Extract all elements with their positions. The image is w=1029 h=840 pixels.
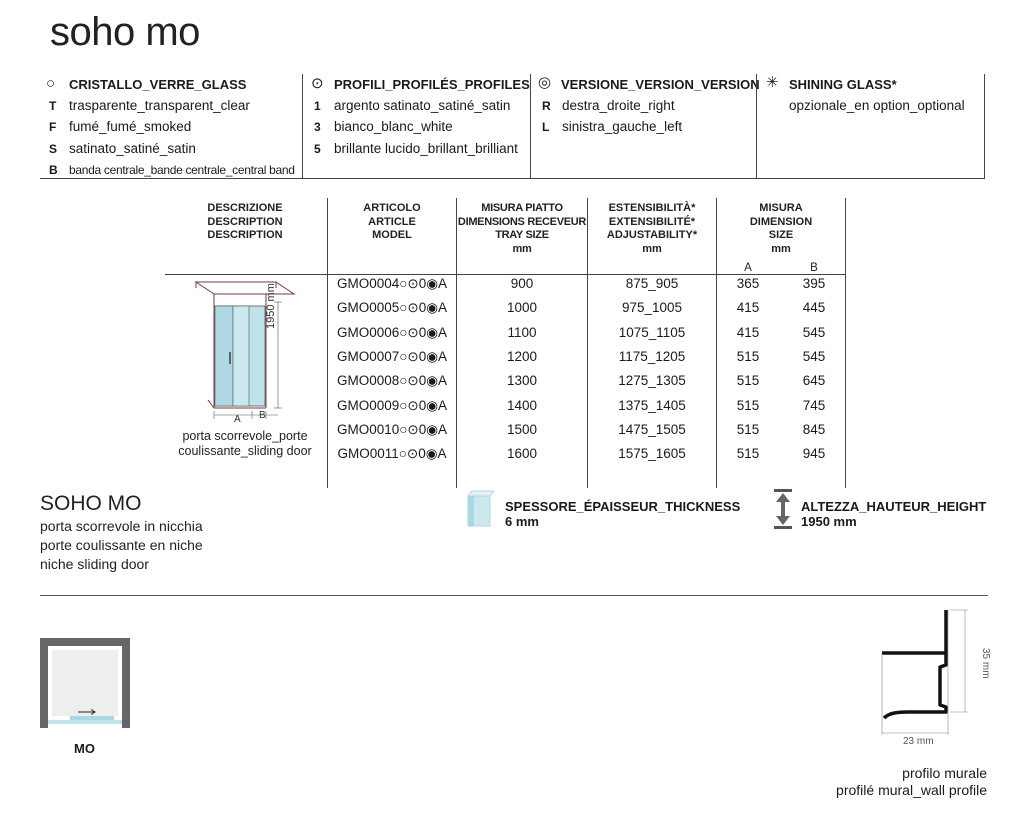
table-cell-article: GMO0007○⊙0◉A (336, 349, 448, 364)
table-cell-tray: 1400 (506, 398, 538, 413)
shining-header: SHINING GLASS* (789, 77, 897, 92)
profile-height-label: 35 mm (980, 648, 991, 679)
product-name: SOHO MO (40, 492, 142, 515)
table-cell-b: 645 (802, 373, 826, 388)
shining-star-icon: ✳ (766, 74, 779, 91)
table-cell-article: GMO0006○⊙0◉A (336, 325, 448, 340)
profile-caption-en: profilé mural_wall profile (836, 782, 987, 798)
table-cell-tray: 1200 (506, 349, 538, 364)
drawing-dim-b: B (259, 410, 266, 421)
table-cell-article: GMO0008○⊙0◉A (336, 373, 448, 388)
table-cell-tray: 900 (510, 276, 534, 291)
table-cell-article: GMO0004○⊙0◉A (336, 276, 448, 291)
thickness-value: 6 mm (505, 514, 539, 529)
profile-option: 5 brillante lucido_brillant_brilliant (314, 141, 518, 156)
table-cell-tray: 1600 (506, 446, 538, 461)
version-option: R destra_droite_right (542, 98, 675, 113)
table-cell-article: GMO0010○⊙0◉A (336, 422, 448, 437)
section-divider (40, 595, 988, 596)
table-cell-tray: 1000 (506, 300, 538, 315)
table-cell-b: 445 (802, 300, 826, 315)
product-desc-fr: porte coulissante en niche (40, 537, 203, 553)
table-cell-b: 845 (802, 422, 826, 437)
profile-options (302, 74, 530, 178)
profile-option: 1 argento satinato_satiné_satin (314, 98, 511, 113)
table-cell-a: 515 (736, 349, 760, 364)
header-size: MISURA DIMENSION SIZE mm (749, 202, 813, 255)
table-cell-b: 545 (802, 325, 826, 340)
profile-width-label: 23 mm (903, 736, 934, 747)
table-cell-b: 945 (802, 446, 826, 461)
height-label: ALTEZZA_HAUTEUR_HEIGHT (801, 499, 987, 514)
table-cell-b: 395 (802, 276, 826, 291)
table-cell-a: 515 (736, 373, 760, 388)
table-cell-adjust: 1275_1305 (618, 373, 686, 388)
thickness-icon (466, 490, 496, 528)
table-cell-a: 365 (736, 276, 760, 291)
table-cell-adjust: 1575_1605 (618, 446, 686, 461)
table-cell-tray: 1100 (507, 325, 537, 340)
table-cell-b: 545 (802, 349, 826, 364)
thickness-label: SPESSORE_ÉPAISSEUR_THICKNESS (505, 499, 741, 514)
table-cell-adjust: 1075_1105 (618, 325, 686, 340)
shining-note: opzionale_en option_optional (789, 98, 965, 113)
version-header: VERSIONE_VERSION_VERSION (561, 77, 760, 92)
drawing-height-label: 1950 mm (265, 283, 277, 329)
header-size-a: A (744, 262, 752, 274)
header-tray-size: MISURA PIATTO DIMENSIONS RECEVEUR TRAY SIZE mm (457, 202, 587, 255)
table-cell-article: GMO0005○⊙0◉A (336, 300, 448, 315)
table-cell-tray: 1300 (506, 373, 538, 388)
plan-label: MO (74, 741, 95, 756)
version-option: L sinistra_gauche_left (542, 119, 683, 134)
glass-option: F fumé_fumé_smoked (49, 119, 192, 134)
options-legend (40, 74, 985, 179)
height-value: 1950 mm (801, 514, 857, 529)
glass-circle-icon: ○ (46, 75, 56, 92)
table-cell-adjust: 1375_1405 (618, 398, 686, 413)
version-options (530, 74, 760, 178)
profile-caption-it: profilo murale (902, 765, 987, 781)
drawing-caption: porta scorrevole_porte coulissante_sliding door (178, 429, 312, 458)
glass-option: B banda centrale_bande centrale_central band (49, 163, 295, 177)
table-cell-article: GMO0009○⊙0◉A (336, 398, 448, 413)
page-title: soho mo (50, 10, 200, 54)
header-adjustability: ESTENSIBILITÀ* EXTENSIBILITÉ* ADJUSTABILITY* mm (606, 202, 698, 255)
profile-option: 3 bianco_blanc_white (314, 119, 453, 134)
table-cell-adjust: 1175_1205 (618, 349, 686, 364)
table-cell-article: GMO0011○⊙0◉A (337, 446, 447, 461)
profile-dot-circle-icon: ⊙ (311, 75, 324, 92)
table-cell-a: 415 (736, 325, 760, 340)
header-description: DESCRIZIONE DESCRIPTION DESCRIPTION (207, 202, 283, 241)
header-article: ARTICOLO ARTICLE MODEL (363, 202, 421, 241)
shining-glass-options (756, 74, 985, 178)
table-cell-adjust: 975_1005 (621, 300, 683, 315)
glass-options (40, 74, 302, 178)
height-arrow-icon (772, 488, 794, 530)
glass-option: T trasparente_transparent_clear (49, 98, 250, 113)
table-cell-adjust: 1475_1505 (618, 422, 686, 437)
product-desc-it: porta scorrevole in nicchia (40, 518, 203, 534)
table-cell-a: 515 (736, 398, 760, 413)
table-cell-adjust: 875_905 (625, 276, 679, 291)
product-desc-en: niche sliding door (40, 556, 149, 572)
glass-option: S satinato_satiné_satin (49, 141, 196, 156)
sliding-door-drawing (190, 280, 310, 428)
table-cell-a: 515 (736, 422, 760, 437)
header-size-b: B (810, 262, 818, 274)
drawing-dim-a: A (234, 414, 241, 425)
wall-profile-drawing (872, 605, 972, 745)
table-cell-tray: 1500 (506, 422, 538, 437)
table-cell-a: 415 (736, 300, 760, 315)
profiles-header: PROFILI_PROFILÉS_PROFILES (334, 77, 530, 92)
table-cell-b: 745 (802, 398, 826, 413)
version-double-circle-icon: ◎ (538, 74, 552, 91)
glass-header: CRISTALLO_VERRE_GLASS (69, 77, 247, 92)
table-cell-a: 515 (736, 446, 760, 461)
plan-view-icon (40, 638, 132, 730)
